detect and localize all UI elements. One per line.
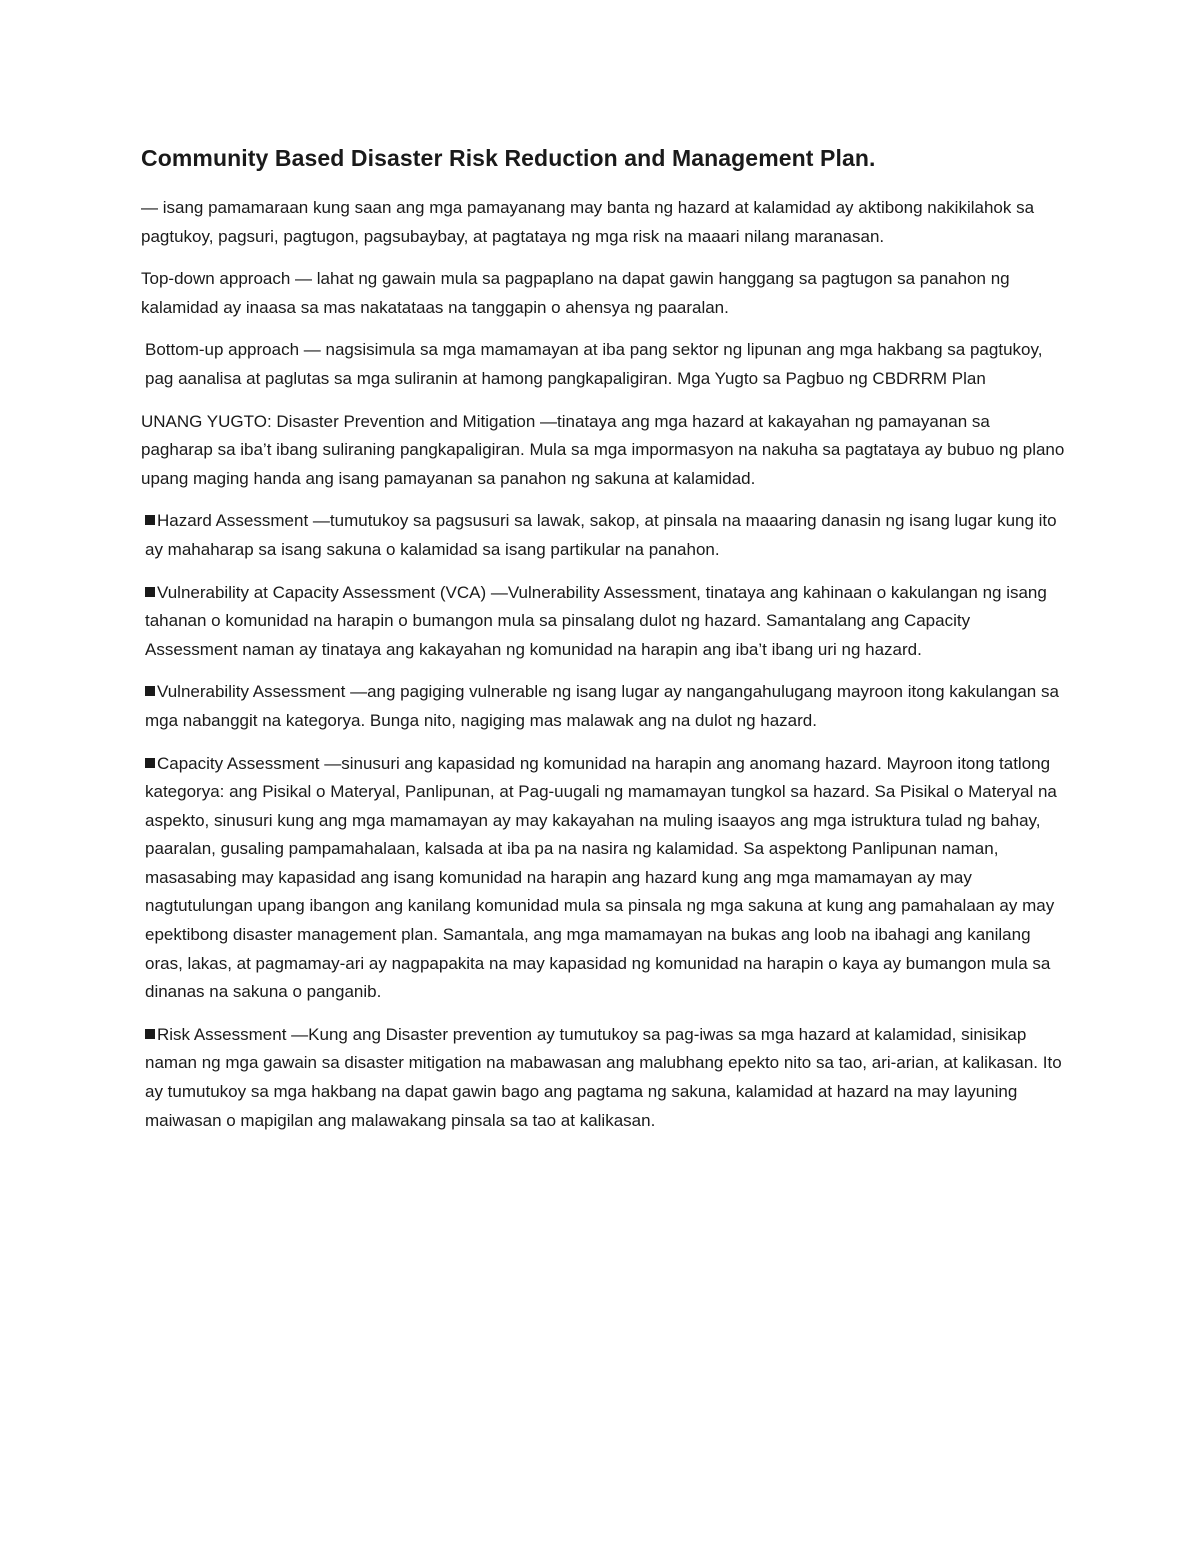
square-bullet-icon — [145, 515, 155, 525]
square-bullet-icon — [145, 587, 155, 597]
bullet-text: Risk Assessment —Kung ang Disaster prevention ay tumutukoy sa pag-iwas sa mga hazard at kalamidad, sinisikap naman ng mga gawain sa disaster mitigation na mabawasan ang malubhang epekto nito sa tao, ari-arian, at kalikasan. Ito ay tumutukoy sa mga hakbang na dapat gawin bago ang pagtama ng sakuna, kalamidad at hazard na may layuning maiwasan o mapigilan ang malawakang pinsala sa tao at kalikasan. — [145, 1024, 1062, 1130]
bullet-risk-assessment — [141, 1021, 1066, 1135]
bullet-hazard-assessment — [141, 507, 1066, 564]
paragraph-unang-yugto: UNANG YUGTO: Disaster Prevention and Mitigation —tinataya ang mga hazard at kakayahan ng pamayanan sa pagharap sa iba’t ibang suliraning pangkapaligiran. Mula sa mga impormasyon na nakuha sa pagtataya ay bubuo ng plano upang maging handa ang isang pamayanan sa panahon ng sakuna at kalamidad. — [141, 411, 1065, 488]
document-title: Community Based Disaster Risk Reduction and Management Plan. — [141, 145, 876, 171]
bullet-text: Vulnerability Assessment —ang pagiging vulnerable ng isang lugar ay nangangahulugang mayroon itong kakulangan sa mga nabanggit na kategorya. Bunga nito, nagiging mas malawak ang na dulot ng hazard. — [145, 682, 1059, 730]
bullet-text: Capacity Assessment —sinusuri ang kapasidad ng komunidad na harapin ang anomang hazard. Mayroon itong tatlong kategorya: ang Pisikal o Materyal, Panlipunan, at Pag-uugali ng mamamayan tungkol sa hazard. Sa Pisikal o Materyal na aspekto, sinusuri kung ang mga mamamayan ay may kakayahan na muling isaayos ang mga istruktura tulad ng bahay, paaralan, gusaling pampamahalaan, kalsada at iba pa na nasira ng kalamidad. Sa aspektong Panlipunan naman, masasabing may kapasidad ang isang komunidad na harapin ang hazard kung ang mga mamamayan ay may nagtutulungan upang ibangon ang kanilang komunidad mula sa pinsala ng mga sakuna at kung ang pamahalaan ay may epektibong disaster management plan. Samantala, ang mga mamamayan na bukas ang loob na ibahagi ang kanilang oras, lakas, at pagmamay-ari ay nagpapakita na may kapasidad ng komunidad na harapin o kaya ay bumangon mula sa dinanas na sakuna o panganib. — [145, 753, 1057, 1002]
bullet-text: Vulnerability at Capacity Assessment (VCA) —Vulnerability Assessment, tinataya ang kahinaan o kakulangan ng isang tahanan o komunidad na harapin o bumangon mula sa pinsalang dulot ng hazard. Samantalang ang Capacity Assessment naman ay tinataya ang kakayahan ng komunidad na harapin ang iba’t ibang uri ng hazard. — [145, 582, 1047, 659]
bullet-vca — [141, 579, 1066, 665]
paragraph-top-down: Top-down approach — lahat ng gawain mula sa pagpaplano na dapat gawin hanggang sa pagtugon sa panahon ng kalamidad ay inaasa sa mas nakatataas na tanggapin o ahensya ng paaralan. — [141, 269, 1010, 317]
square-bullet-icon — [145, 1029, 155, 1039]
bullet-text: Hazard Assessment —tumutukoy sa pagsusuri sa lawak, sakop, at pinsala na maaaring danasin ng isang lugar kung ito ay mahaharap sa isang sakuna o kalamidad sa isang partikular na panahon. — [145, 511, 1057, 559]
document-body — [141, 142, 1066, 1149]
square-bullet-icon — [145, 758, 155, 768]
square-bullet-icon — [145, 686, 155, 696]
paragraph-bottom-up: Bottom-up approach — nagsisimula sa mga mamamayan at iba pang sektor ng lipunan ang mga hakbang sa pagtukoy, pag aanalisa at paglutas sa mga suliranin at hamong pangkapaligiran. Mga Yugto sa Pagbuo ng CBDRRM Plan — [145, 340, 1043, 388]
paragraph-definition: — isang pamamaraan kung saan ang mga pamayanang may banta ng hazard at kalamidad ay aktibong nakikilahok sa pagtukoy, pagsuri, pagtugon, pagsubaybay, at pagtataya ng mga risk na maaari nilang maranasan. — [141, 198, 1035, 246]
bullet-vulnerability-assessment — [141, 678, 1066, 735]
bullet-capacity-assessment — [141, 750, 1066, 1007]
